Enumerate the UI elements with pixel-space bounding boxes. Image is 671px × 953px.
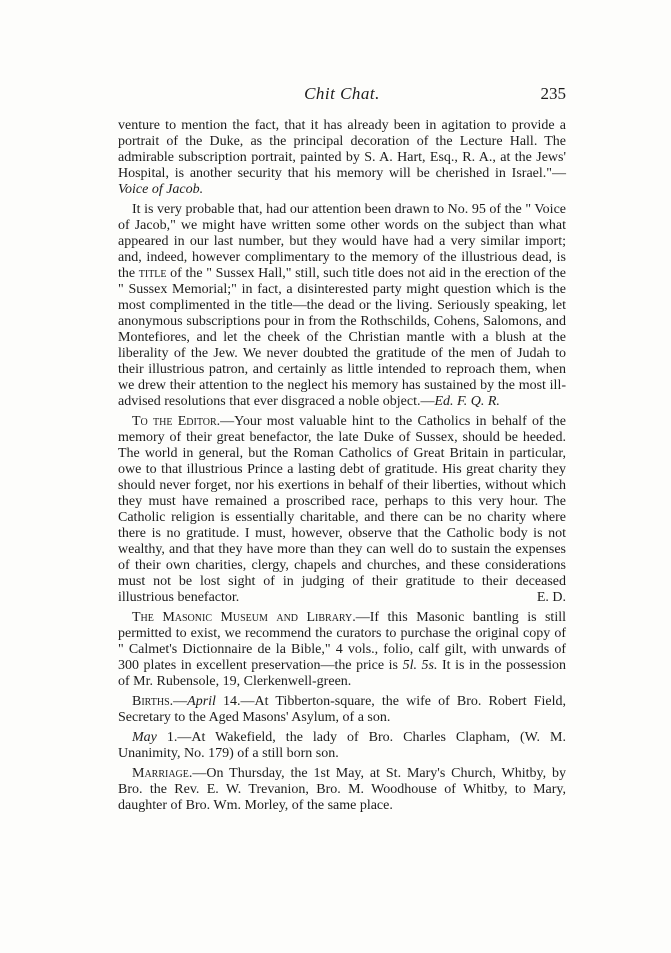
page-number: 235	[540, 84, 566, 103]
paragraph-text: 14.—At Tibberton-square, the wife of Bro. Robert Field, Secretary to the Aged Masons' Asylum, of a son.	[118, 694, 566, 725]
section-heading: Births.	[132, 694, 174, 709]
letter-signature: E. D.	[536, 590, 566, 605]
paragraph-letter	[118, 414, 566, 606]
heading-dash: —	[173, 694, 188, 709]
date-month: May	[132, 730, 157, 745]
paragraph-editorial	[118, 202, 566, 410]
price: 5l. 5s.	[402, 658, 438, 673]
running-title: Chit Chat.	[304, 84, 380, 103]
emphasis-title: title	[138, 266, 167, 281]
date-month: April	[187, 694, 216, 709]
editor-signoff: Ed. F. Q. R.	[434, 394, 500, 409]
letter-heading: To the Editor.	[132, 414, 221, 429]
paragraph-text: —If this Masonic bantling is still permitted to exist, we recommend the curators to purchase the original copy of " Calmet's Dictionnaire de la Bible," 4 vols., folio, calf gilt, with unwards of 300 plates in excellent preservation—the price is	[118, 610, 566, 673]
page-header	[118, 84, 566, 108]
paragraph-marriage	[118, 766, 566, 814]
paragraph-text: venture to mention the fact, that it has already been in agitation to provide a portrait of the Duke, as the principal decoration of the Lecture Hall. The admirable subscription portrait, painted by S. A. Hart, Esq., R. A., at the Jews' Hospital, is another security that his memory will be cherished in Israel."—	[118, 118, 566, 181]
paragraph-births	[118, 694, 566, 726]
paragraph-text: —Your most valuable hint to the Catholics in behalf of the memory of their great benefactor, the late Duke of Sussex, should be heeded. The world in general, but the Roman Catholics of Great Britain in particular, owe to that illustrious Prince a lasting debt of gratitude. His great charity they should never forget, nor his exertions in behalf of their liberties, without which they must have remained a proscribed race, perhaps to this very hour. The Catholic religion is essentially charitable, and there can be no charity where there is no gratitude. I must, however, observe that the Catholic body is not wealthy, and that they have more than they can well do to sustain the expenses of their own charities, clergy, chapels and churches, and these considerations must not be lost sight of in judging of their gratitude to their deceased illustrious benefactor.	[118, 414, 567, 605]
paragraph-text: —On Thursday, the 1st May, at St. Mary's Church, Whitby, by Bro. the Rev. E. W. Trevanion, Bro. M. Woodhouse of Whitby, to Mary, daughter of Bro. Wm. Morley, of the same place.	[118, 766, 566, 813]
paragraph-text: 1.—At Wakefield, the lady of Bro. Charles Clapham, (W. M. Unanimity, No. 179) of a still born son.	[118, 730, 566, 761]
paragraph-text: of the " Sussex Hall," still, such title does not aid in the erection of the " Sussex Memorial;" in fact, a disinterested party might question which is the most complimented in the title—the dead or the living. Seriously speaking, let anonymous subscriptions pour in from the Rothschilds, Cohens, Salomons, and Montefiores, and let the cheek of the Christian mantle with a blush at the liberality of the Jew. We never doubted the gratitude of the men of Judah to their illustrious patron, and certainly as little intended to reproach them, when we drew their attention to the neglect his memory has sustained by the most ill-advised resolutions that ever disgraced a noble object.—	[118, 266, 566, 409]
source-citation: Voice of Jacob.	[118, 182, 204, 197]
section-heading: Marriage.	[132, 766, 193, 781]
paragraph-museum	[118, 610, 566, 690]
paragraph-birth-2	[118, 730, 566, 762]
section-heading: The Masonic Museum and Library.	[132, 610, 356, 625]
page-body	[118, 118, 566, 814]
paragraph-text: It is very probable that, had our attention been drawn to No. 95 of the " Voice of Jacob," we might have written some other words on the subject than what appeared in our last number, but they would have had a very similar import; and, indeed, however complimentary to the memory of the illustrious dead, is the	[118, 202, 566, 281]
paragraph-text: It is in the possession of Mr. Rubensole, 19, Clerkenwell-green.	[118, 658, 567, 689]
paragraph-continued	[118, 118, 566, 198]
